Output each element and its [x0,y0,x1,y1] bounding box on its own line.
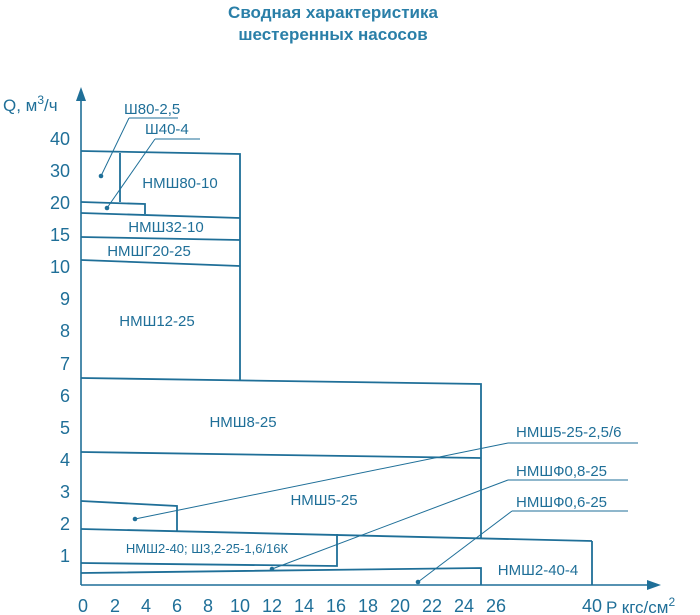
y-tick-label: 6 [59,386,70,406]
callout-dot-sh40-4 [105,206,110,211]
callout-label-nmsh5-25-2-5-6: НМШ5-25-2,5/6 [516,424,622,441]
y-tick-label: 8 [59,321,70,341]
diagram-title-line1: Сводная характеристика [228,3,438,22]
x-tick-label: 14 [293,596,315,615]
callout-dot-nmshf0-8-25 [270,567,275,572]
region-label-nmsh2-40-sh3-2: НМШ2-40; Ш3,2-25-1,6/16К [125,541,289,556]
y-tick-label: 30 [49,161,70,181]
region-outlines [81,151,592,585]
x-tick-label: 22 [421,596,443,615]
y-tick-label: 40 [49,129,70,149]
x-tick-label: 10 [229,596,251,615]
x-tick-label: 24 [453,596,475,615]
x-tick-label: 20 [389,596,411,615]
region-outline-nmsh8-25 [81,378,481,458]
region-label-nmsh2-40-4: НМШ2-40-4 [497,562,579,579]
x-tick-labels [78,596,602,615]
region-label-nmsh12-25: НМШ12-25 [119,313,195,330]
region-outline-sh40-4 [81,202,145,214]
diagram-title-line2: шестеренных насосов [238,25,428,44]
x-axis-arrow [647,580,661,590]
divider-nmsh32-10-bottom [81,237,240,240]
y-tick-label: 3 [59,482,70,502]
y-tick-label: 20 [49,193,70,213]
region-label-nmsh8-25: НМШ8-25 [209,414,277,431]
y-tick-label: 5 [59,418,70,438]
region-label-nmshg20-25: НМШГ20-25 [107,243,191,260]
x-tick-label: 4 [140,596,152,615]
callout-dot-nmsh5-25-2-5-6 [133,517,138,522]
y-tick-label: 4 [59,450,70,470]
callout-label-nmshf0-6-25: НМШФ0,6-25 [516,494,608,511]
region-outline-nmshf0-6-25 [81,568,481,585]
callouts [99,101,638,584]
y-tick-label: 2 [59,514,70,534]
y-tick-label: 10 [49,257,70,277]
divider-nmsh32-10-top [81,213,240,218]
callout-dot-nmshf0-6-25 [416,580,421,585]
y-tick-label: 7 [59,354,70,374]
divider-nmsh8-25-bottom [81,452,481,458]
y-tick-labels [50,129,70,566]
x-tick-label: 12 [261,596,283,615]
y-tick-label: 15 [49,225,70,245]
axes [76,87,661,590]
callout-line-sh80-2-5 [101,118,129,176]
callout-label-nmshf0-8-25: НМШФ0,8-25 [516,463,608,480]
x-tick-label: 26 [485,596,507,615]
region-label-nmsh5-25: НМШ5-25 [290,492,358,509]
divider-nmshg20-25-bottom [81,260,240,266]
x-tick-label: 6 [171,596,183,615]
callout-label-sh80-2-5: Ш80-2,5 [124,101,181,118]
y-axis-label: Q, $м^3/ч$ [3,93,58,115]
x-tick-label: 16 [325,596,347,615]
y-axis-arrow [76,87,86,101]
x-tick-label: 2 [109,596,121,615]
callout-label-sh40-4: Ш40-4 [145,121,189,138]
x-axis-label: P кгс/$см^2$ [606,595,676,615]
x-tick-label: 0 [77,596,89,615]
x-tick-label: 40 [581,596,603,615]
x-tick-label: 18 [357,596,379,615]
region-label-nmsh32-10: НМШ32-10 [128,219,204,236]
region-label-nmsh80-10: НМШ80-10 [142,175,218,192]
callout-dot-sh80-2-5 [99,174,104,179]
y-tick-label: 1 [59,546,70,566]
x-tick-label: 8 [202,596,214,615]
region-outline-nmsh5-25-2-5-6 [81,501,177,531]
y-tick-label: 9 [59,289,70,309]
